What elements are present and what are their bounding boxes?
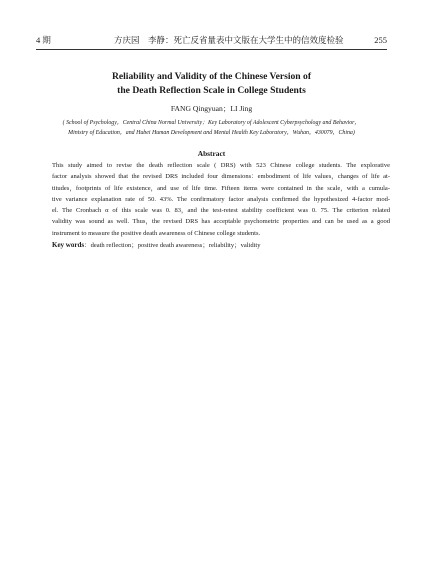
keywords-label: Key words bbox=[52, 241, 85, 249]
keywords-text: ：death reflection；positive death awareness；reliability；validity bbox=[84, 242, 261, 249]
abstract-line: instrument to measure the positive death awareness of Chinese college students. bbox=[52, 229, 261, 237]
affiliation-line-1: ( School of Psychology，Central China Normal University；Key Laboratory of Adolescent Cyberpsychology and Behavior， bbox=[62, 120, 361, 126]
abstract-heading: Abstract bbox=[197, 149, 226, 158]
abstract-line: This study aimed to revise the death reflection scale ( DRS) with 523 Chinese college students. The explorative bbox=[52, 162, 390, 169]
abstract-line: validity was sound as well. Thus，the revised DRS has acceptable psychometric properties and can be used as a good bbox=[52, 218, 390, 226]
title-line-2: the Death Reflection Scale in College Students bbox=[117, 85, 306, 96]
article-title bbox=[36, 70, 387, 98]
running-header bbox=[36, 33, 387, 47]
header-rule bbox=[36, 49, 387, 50]
affiliation bbox=[36, 118, 387, 138]
running-title: 方庆园 李静：死亡反省量表中文版在大学生中的信效度检验 bbox=[114, 35, 344, 45]
issue-number: 4 期 bbox=[36, 35, 51, 45]
abstract-line: titudes，footprints of life existence，and use of life time. Fifteen items were contained in the scale，with a cumula- bbox=[52, 184, 390, 192]
abstract-body bbox=[52, 160, 390, 239]
abstract-line: el. The Cronbach α of this scale was 0. 83，and the test-retest stability coefficient was 0. 75. The criterion related bbox=[52, 207, 390, 215]
title-line-1: Reliability and Validity of the Chinese Version of bbox=[111, 71, 312, 82]
keywords bbox=[52, 240, 387, 251]
abstract-line: factor analysis showed that the revised DRS included four dimensions：embodiment of life values，changes of life at- bbox=[52, 173, 390, 181]
page-number: 255 bbox=[374, 35, 387, 45]
affiliation-line-2: Ministry of Education，and Hubei Human Development and Mental Health Key Laboratory，Wuhan，430079，China) bbox=[68, 130, 355, 136]
authors: FANG Qingyuan；LI Jing bbox=[170, 104, 253, 113]
abstract-line: tive variance explanation rate of 50. 43%. The confirmatory factor analysis confirmed the hypothesized 4-factor mod- bbox=[52, 195, 390, 203]
